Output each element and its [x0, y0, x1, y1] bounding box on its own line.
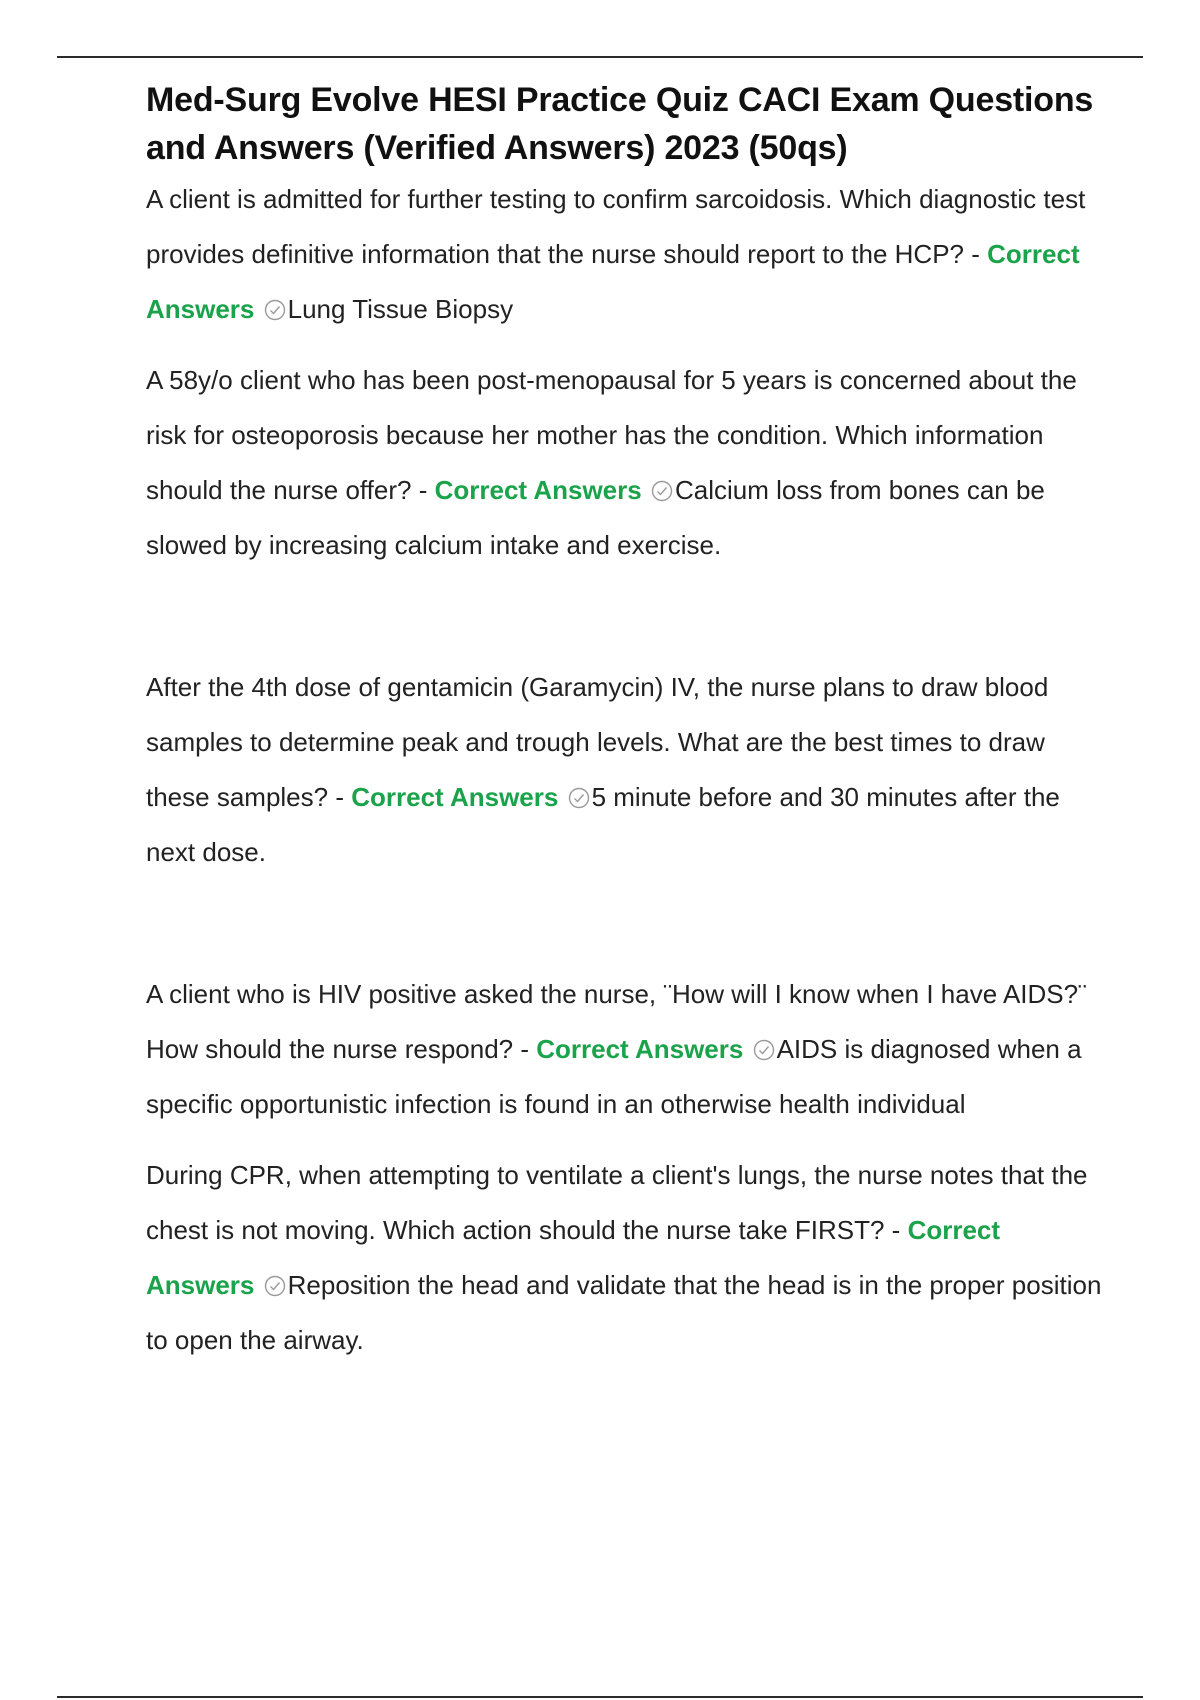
qa-item-2: [146, 353, 1106, 573]
qa-item-3: [146, 660, 1106, 880]
question-text: A 58y/o client who has been post-menopausal for 5 years is concerned about the risk for osteoporosis because her mother has the condition. Which information should the nurse offer? -: [146, 365, 1077, 505]
answer-text: AIDS is diagnosed when a specific opportunistic infection is found in an otherwise health individual: [146, 1034, 1082, 1119]
answer-text: 5 minute before and 30 minutes after the next dose.: [146, 782, 1060, 867]
document-title: Med-Surg Evolve HESI Practice Quiz CACI Exam Questions and Answers (Verified Answers) 2023 (50qs): [146, 81, 1094, 167]
top-rule: [57, 56, 1143, 58]
correct-answers-label: Correct Answers: [146, 1215, 1001, 1300]
answer-text: Calcium loss from bones can be slowed by increasing calcium intake and exercise.: [146, 475, 1045, 560]
verified-check-icon: [568, 787, 590, 809]
question-text: A client who is HIV positive asked the nurse, ¨How will I know when I have AIDS?¨ How should the nurse respond? -: [146, 979, 1087, 1064]
answer-text: Reposition the head and validate that the head is in the proper position to open the airway.: [146, 1270, 1102, 1355]
correct-answers-label: Correct Answers: [351, 782, 559, 812]
document-body: [146, 76, 1106, 1368]
verified-check-icon: [264, 299, 286, 321]
qa-item-5: [146, 1148, 1106, 1368]
verified-check-icon: [264, 1275, 286, 1297]
question-text: A client is admitted for further testing to confirm sarcoidosis. Which diagnostic test provides definitive information that the nurse should report to the HCP? -: [146, 184, 1086, 269]
verified-check-icon: [753, 1039, 775, 1061]
bottom-rule: [57, 1696, 1143, 1698]
answer-text: Lung Tissue Biopsy: [287, 294, 514, 324]
correct-answers-label: Correct Answers: [536, 1034, 744, 1064]
qa-item-4: [146, 967, 1106, 1132]
correct-answers-label: Correct Answers: [146, 239, 1080, 324]
qa-item-1: [146, 172, 1106, 337]
verified-check-icon: [651, 480, 673, 502]
question-text: During CPR, when attempting to ventilate a client's lungs, the nurse notes that the chest is not moving. Which action should the nurse take FIRST? -: [146, 1160, 1088, 1245]
question-text: After the 4th dose of gentamicin (Garamycin) IV, the nurse plans to draw blood samples to determine peak and trough levels. What are the best times to draw these samples? -: [146, 672, 1049, 812]
correct-answers-label: Correct Answers: [434, 475, 642, 505]
